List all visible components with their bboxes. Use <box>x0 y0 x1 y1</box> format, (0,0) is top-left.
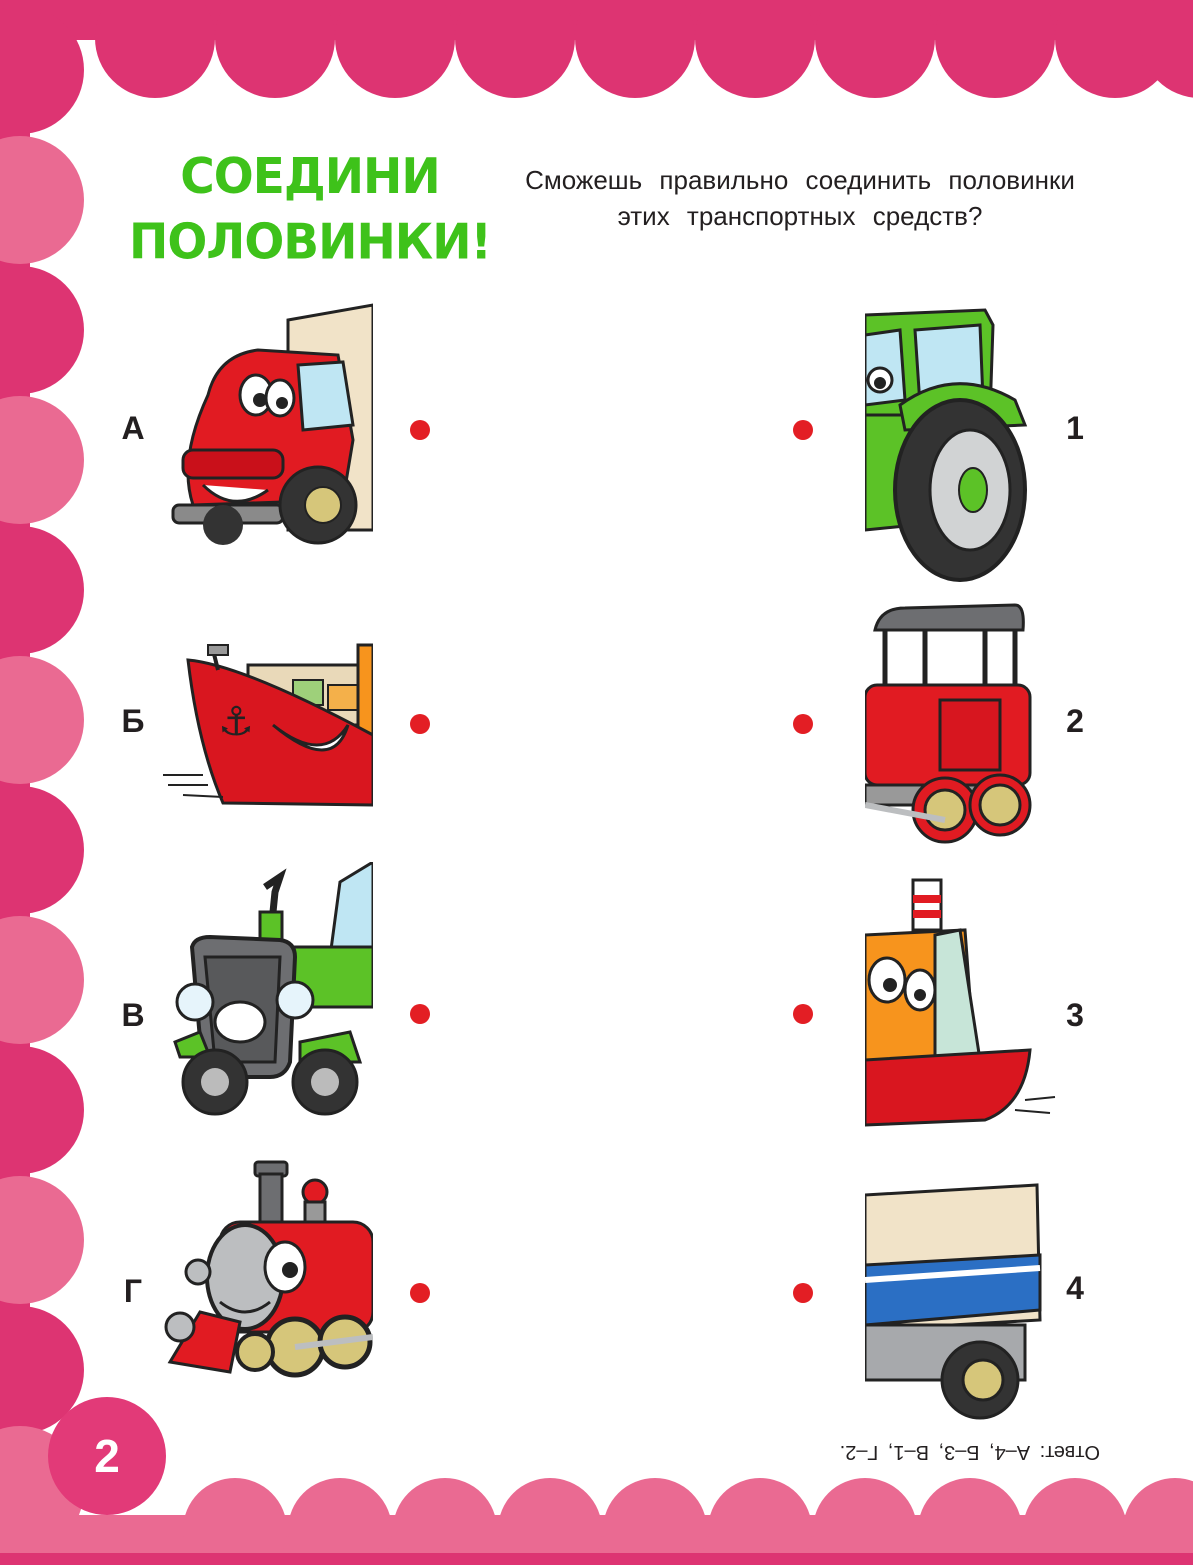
number-3: 3 <box>1066 997 1084 1033</box>
tractor-rear-half-picture <box>865 305 1035 585</box>
connect-dot-left-b[interactable] <box>410 714 430 734</box>
title-line-1: СОЕДИНИ <box>180 148 440 206</box>
locomotive-rear-half-picture <box>865 600 1035 850</box>
connect-dot-right-2[interactable] <box>793 714 813 734</box>
svg-text:⚓: ⚓ <box>218 699 254 745</box>
instruction-text <box>500 162 1100 234</box>
answer-key-upside-down: Ответ: А–4, Б–3, В–1, Г–2. <box>839 1441 1100 1463</box>
connect-dot-left-g[interactable] <box>410 1283 430 1303</box>
letter-a: А <box>121 410 145 446</box>
instruction-line-2: этих транспортных средств? <box>617 201 983 231</box>
truck-front-half-picture <box>168 300 373 555</box>
ship-stern-half-picture <box>865 875 1060 1130</box>
tractor-front-half-picture <box>170 862 373 1122</box>
connect-dot-right-3[interactable] <box>793 1004 813 1024</box>
instruction-line-1: Сможешь правильно соединить половинки <box>525 165 1075 195</box>
connect-dot-right-1[interactable] <box>793 420 813 440</box>
number-2: 2 <box>1066 703 1084 739</box>
number-1: 1 <box>1066 410 1084 446</box>
page-title <box>120 145 500 275</box>
page-number-badge: 2 <box>48 1397 166 1515</box>
number-4: 4 <box>1066 1270 1084 1306</box>
letter-g: Г <box>123 1273 143 1309</box>
truck-rear-half-picture <box>865 1180 1045 1425</box>
connect-dot-right-4[interactable] <box>793 1283 813 1303</box>
connect-dot-left-v[interactable] <box>410 1004 430 1024</box>
ship-bow-half-picture <box>163 625 373 810</box>
locomotive-front-half-picture <box>160 1152 373 1392</box>
letter-b: Б <box>121 703 145 739</box>
letter-v: В <box>121 997 145 1033</box>
connect-dot-left-a[interactable] <box>410 420 430 440</box>
title-line-2: ПОЛОВИНКИ! <box>129 213 491 271</box>
